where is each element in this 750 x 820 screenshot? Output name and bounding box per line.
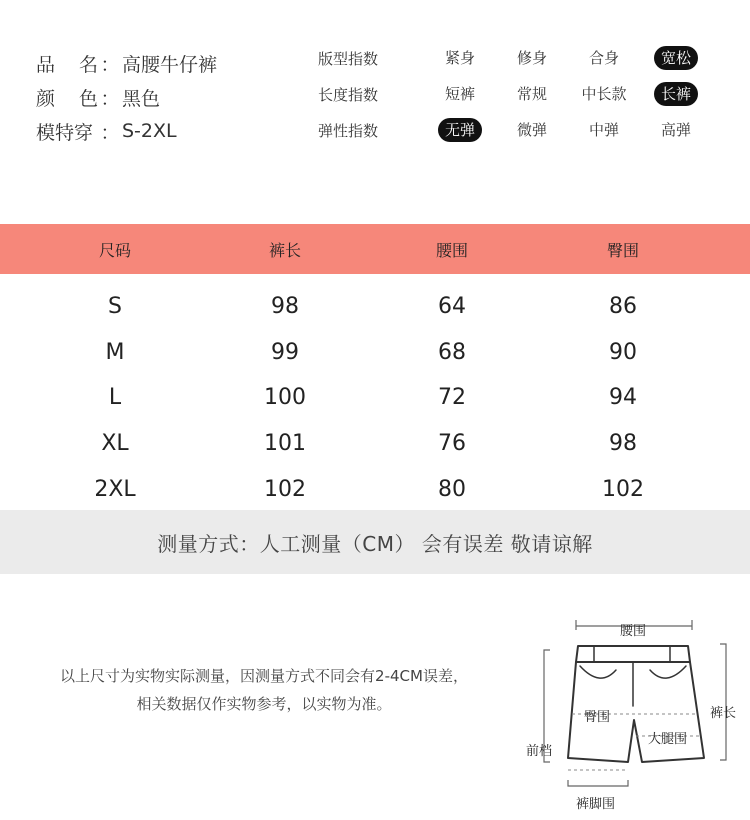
measurement-method-banner: 测量方式：人工测量（CM） 会有误差 敬请谅解 (0, 510, 750, 574)
header-length: 裤长 (268, 240, 301, 260)
index-option: 修身 (516, 49, 547, 67)
label-hip: 臀围 (584, 710, 611, 725)
table-row: 2XL 102 80 102 (94, 476, 644, 502)
label-hem: 裤脚围 (576, 797, 616, 812)
index-row-stretch: 弹性指数 无弹 微弹 中弹 高弹 (318, 112, 738, 148)
index-option: 无弹 (424, 118, 496, 142)
label-waist: 腰围 (620, 624, 647, 639)
index-option: 常规 (516, 85, 547, 103)
index-option: 短裤 (444, 85, 475, 103)
index-option: 高弹 (660, 121, 691, 139)
info-row-name: 品 名 ： 高腰牛仔裤 (36, 46, 296, 80)
info-value-name: 高腰牛仔裤 (122, 53, 218, 76)
product-info (36, 46, 296, 148)
index-option: 中弹 (588, 121, 619, 139)
index-row-length: 长度指数 短裤 常规 中长款 长裤 (318, 76, 738, 112)
info-row-color: 颜 色 ： 黑色 (36, 80, 296, 114)
table-row: S 98 64 86 (108, 294, 637, 320)
info-value-model-size: S-2XL (122, 120, 177, 142)
index-option: 中长款 (581, 85, 627, 103)
index-option: 紧身 (444, 49, 475, 67)
shorts-measurement-diagram (520, 610, 750, 815)
size-table-header (0, 224, 750, 274)
index-option: 合身 (588, 49, 619, 67)
label-length: 裤长 (710, 706, 737, 721)
info-label: 品 名 (36, 53, 98, 76)
table-row: XL 101 76 98 (101, 431, 637, 457)
header-waist: 腰围 (435, 240, 468, 260)
fit-indices (318, 40, 738, 148)
label-thigh: 大腿围 (648, 732, 688, 747)
index-row-fit: 版型指数 紧身 修身 合身 宽松 (318, 40, 738, 76)
table-row: L 100 72 94 (108, 385, 637, 411)
table-row: M 99 68 90 (105, 339, 637, 365)
info-row-model: 模特穿 ： S-2XL (36, 114, 296, 148)
label-rise: 前档 (526, 744, 553, 759)
info-value-color: 黑色 (122, 87, 161, 110)
index-option: 宽松 (640, 46, 712, 70)
header-hip: 臀围 (606, 240, 639, 260)
size-table-body (0, 284, 750, 512)
index-option: 微弹 (516, 121, 547, 139)
measurement-note: 以上尺寸为实物实际测量，因测量方式不同会有2-4CM误差， 相关数据仅作实物参考，以实物为准。 (60, 667, 468, 713)
info-label: 颜 色 (36, 87, 98, 110)
index-option: 长裤 (640, 82, 712, 106)
info-label: 模特穿 (36, 121, 94, 144)
header-size: 尺码 (98, 240, 131, 260)
